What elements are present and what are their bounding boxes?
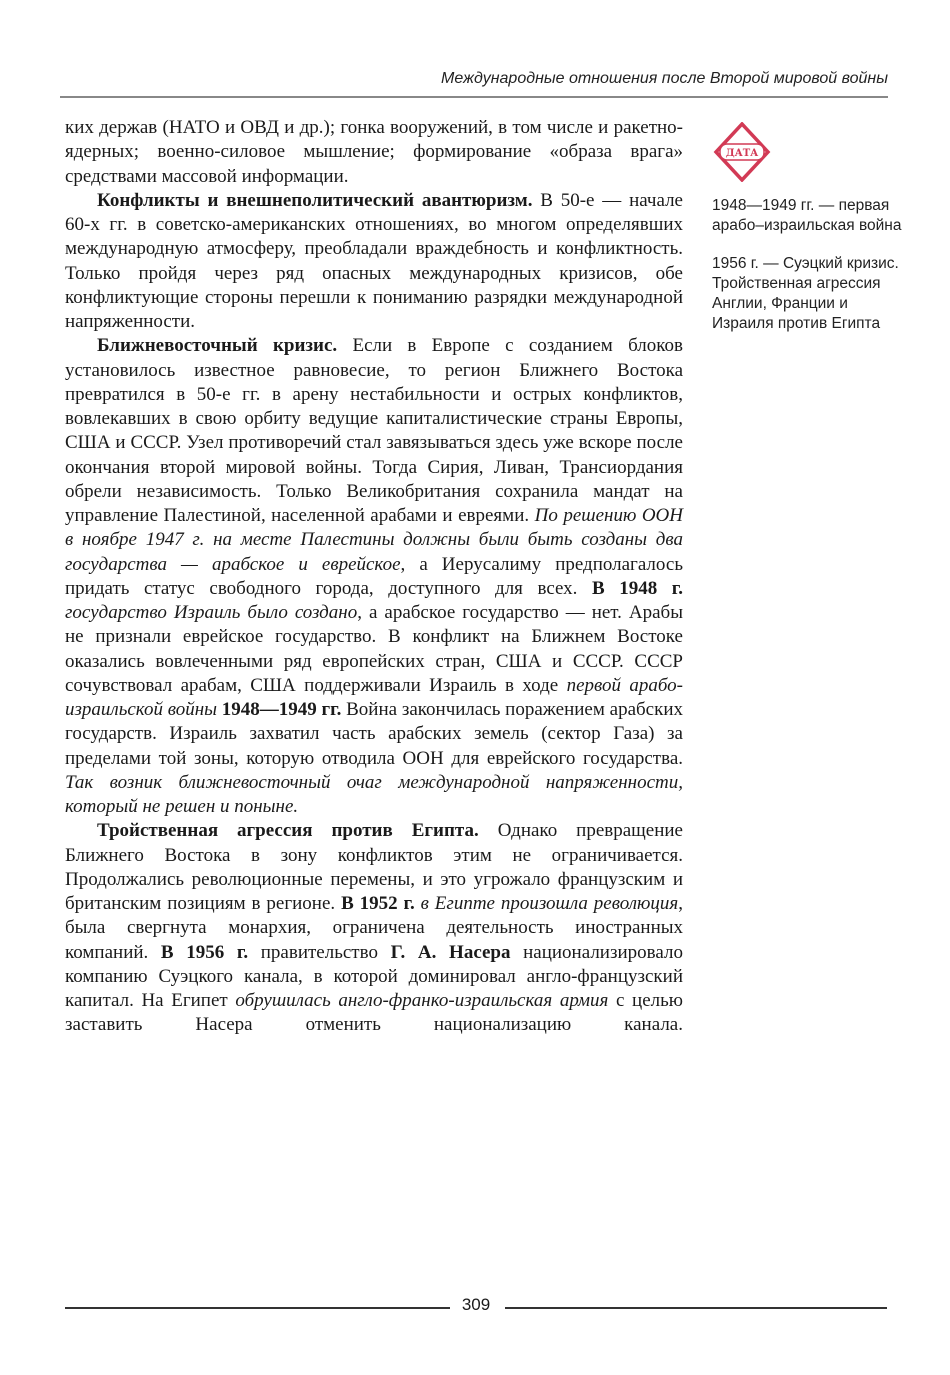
- paragraph: [65, 819, 683, 1037]
- running-title: Международные отношения после Второй мировой войны: [441, 70, 888, 87]
- bold-text: 1948—1949 гг.: [221, 699, 342, 720]
- bold-text: Ближневосточный кризис.: [97, 335, 338, 357]
- text-run: Если в Европе с созданием блоков установилось известное равновесие, то регион Ближнего Востока превратился в 50-е гг. в арену нестабильности и острых конфликтов, вовлекавших в свою орбиту ведущие капиталистические страны Европы, США и СССР. Узел противоречий стал завязываться здесь уже вскоре после окончания второй мировой войны. Тогда Сирия, Ливан, Трансиордания обрели независимость. Только Великобритания сохранила мандат на управление Палестиной, населенной арабами и евреями.: [65, 335, 684, 526]
- bold-text: В 1952 г.: [341, 893, 415, 914]
- text-run: правительство: [248, 941, 391, 963]
- bold-text: В 1948 г.: [591, 577, 683, 599]
- text-run: Война закончилась поражением арабских государств. Израиль захватил часть арабских земель (сектор Газа) за пределами той зоны, которую отводила ООН для еврейского государства.: [65, 699, 684, 769]
- paragraph: [65, 334, 683, 819]
- text-run: ких держав (НАТО и ОВД и др.); гонка вооружений, в том числе и ракетно-ядерных; военно-силовое мышление; формирование «образа врага» средствами массовой информации.: [65, 117, 683, 187]
- bold-text: Г. А. Насера: [390, 941, 511, 963]
- footer-rule-right: [505, 1307, 887, 1309]
- margin-note: 1948—1949 гг. — первая арабо–израильская война: [712, 197, 902, 234]
- margin-note: 1956 г. — Суэцкий кризис. Тройственная агрессия Англии, Франции и Израиля против Египта: [712, 255, 899, 332]
- italic-text: в Египте произошла революция: [420, 893, 679, 914]
- italic-text: государство Израиль было создано: [65, 602, 358, 623]
- margin-notes: [712, 122, 902, 352]
- bold-text: Конфликты и внешнеполитический авантюризм.: [97, 189, 533, 211]
- italic-text: По решению ООН в ноябре 1947 г. на месте Палестины должны были быть созданы два государства — арабское и еврейское: [65, 505, 684, 575]
- text-run: , а Иерусалиму предполагалось придать статус свободного города, доступного для всех.: [65, 553, 683, 599]
- page-number: 309: [461, 1295, 491, 1314]
- paragraph: [65, 116, 683, 189]
- italic-text: первой арабо-израильской войны: [65, 674, 684, 720]
- body-text: [65, 116, 683, 1038]
- text-run: с целью заставить Насера отменить национализацию канала.: [65, 990, 683, 1036]
- italic-text: обрушилась англо-франко-израильская армия: [235, 990, 609, 1011]
- text-run: , а арабское государство — нет. Арабы не признали еврейское государство. В конфликт на Ближнем Востоке оказались вовлеченными ряд европейских стран, США и СССР. СССР сочувствовал арабам, США поддерживали Израиль в ходе: [65, 602, 683, 696]
- text-run: , была свергнута монархия, ограничена деятельность иностранных компаний.: [65, 893, 684, 963]
- text-run: В 50-е — начале 60-х гг. в советско-американских отношениях, во многом определявших международную атмосферу, преобладали враждебность и конфликтность. Только пройдя через ряд опасных международных кризисов, обе конфликтующие стороны перешли к пониманию разрядки международной напряженности.: [65, 189, 683, 332]
- italic-text: Так возник ближневосточный очаг международной напряженности, который не решен и поныне.: [65, 771, 683, 817]
- running-header: [60, 68, 888, 98]
- text-run: Однако превращение Ближнего Востока в зону конфликтов этим не ограничивается. Продолжались революционные перемены, и это угрожало французским и британским позициям в регионе.: [65, 820, 683, 914]
- bold-text: Тройственная агрессия против Египта.: [97, 820, 479, 842]
- date-badge-icon: [712, 122, 772, 182]
- text-run: национализировало компанию Суэцкого канала, в которой доминировал англо-французский капитал. На Египет: [65, 941, 683, 1011]
- badge-label: ДАТА: [725, 148, 759, 159]
- page-footer: [65, 1295, 887, 1319]
- paragraph: [65, 189, 683, 335]
- bold-text: В 1956 г.: [160, 941, 249, 963]
